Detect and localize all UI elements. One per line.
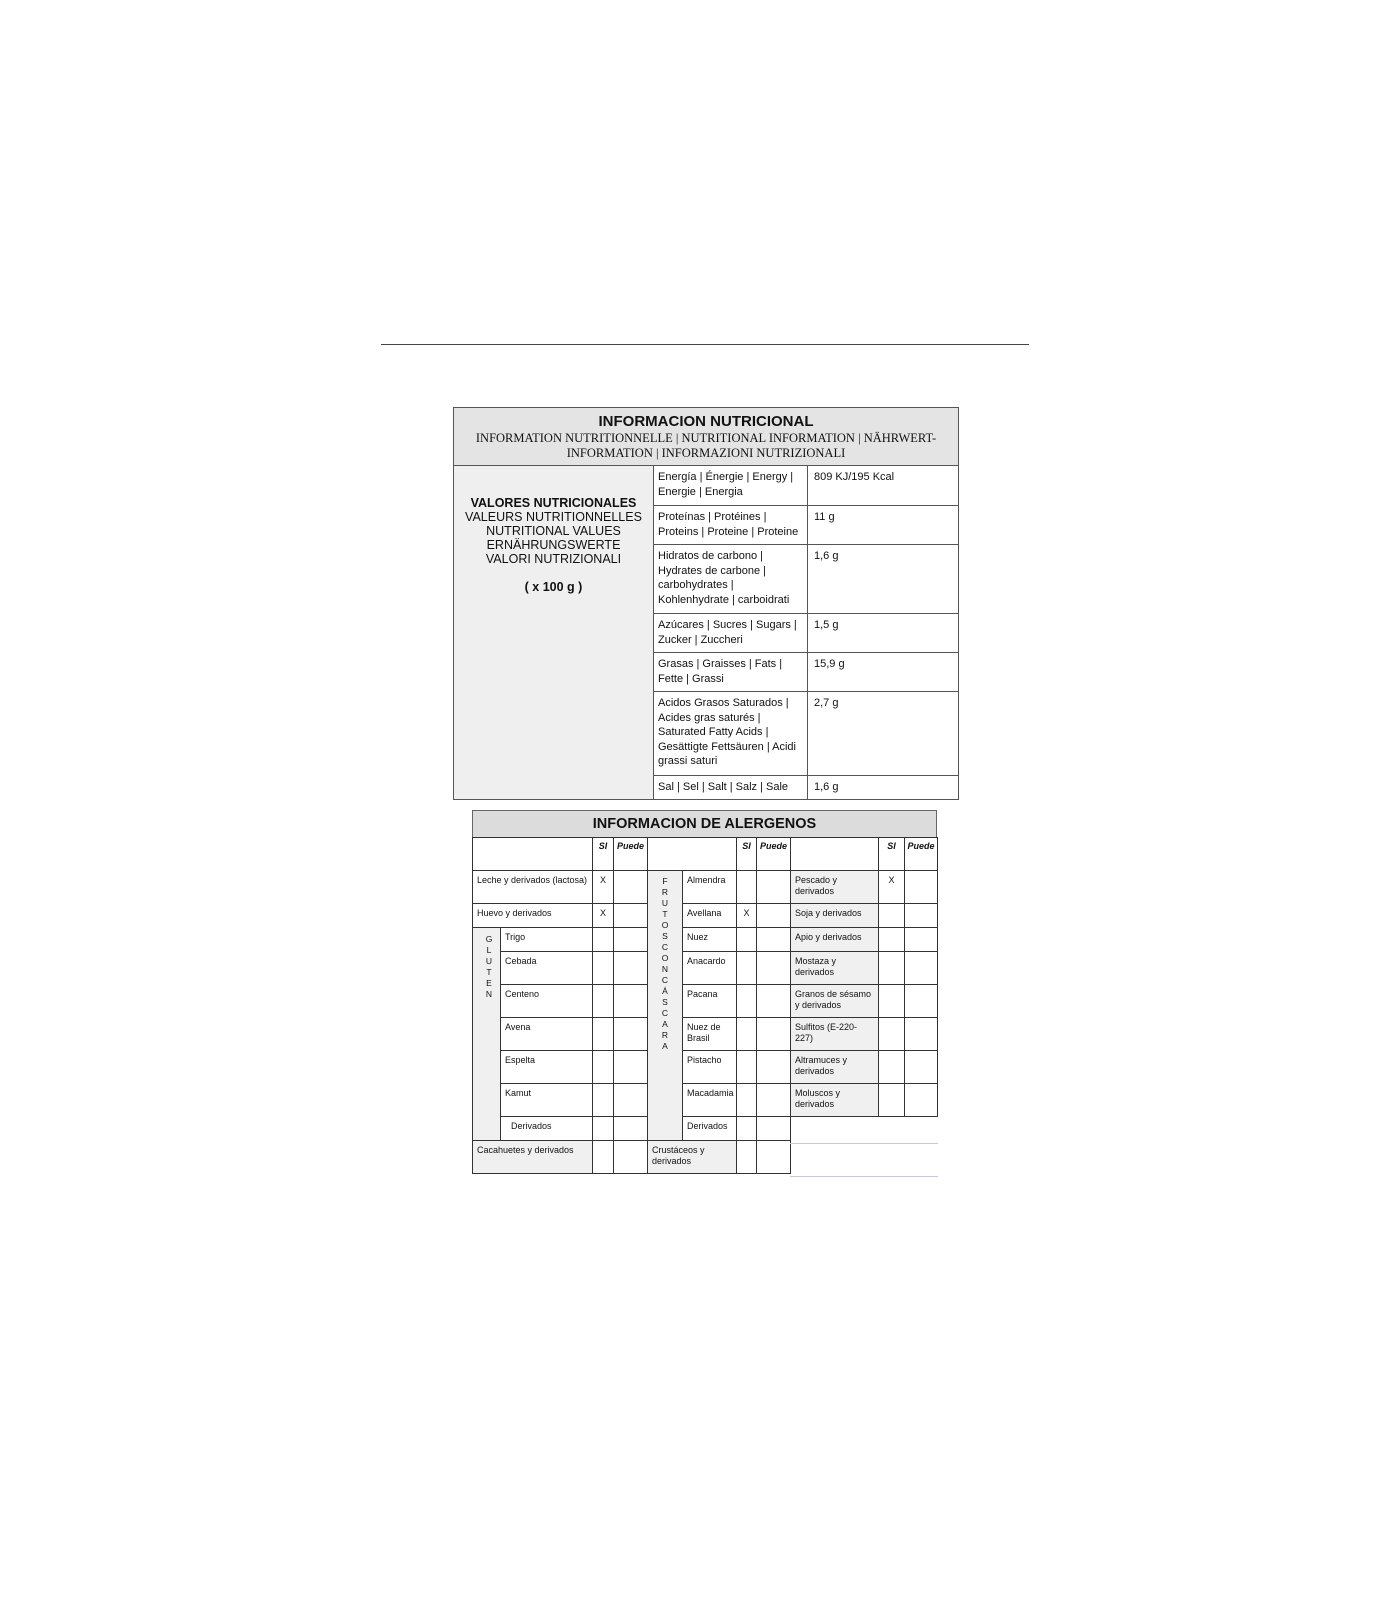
si-cell xyxy=(736,951,757,985)
puede-cell xyxy=(904,1017,938,1051)
nutrition-row xyxy=(654,692,958,776)
milk-si: X xyxy=(592,870,614,904)
si-cell xyxy=(592,1083,614,1117)
gluten-item: Cebada xyxy=(500,951,593,985)
faint-line xyxy=(790,1176,938,1177)
puede-cell xyxy=(756,1083,791,1117)
si-cell xyxy=(592,951,614,985)
nutrition-rows xyxy=(654,466,958,799)
puede-cell xyxy=(756,1116,791,1141)
allergen-item: Pescado y derivados xyxy=(790,870,879,904)
nut-item: Anacardo xyxy=(682,951,737,985)
allergen-item: Soja y derivados xyxy=(790,903,879,928)
puede-cell xyxy=(756,927,791,952)
nutrient-value: 809 KJ/195 Kcal xyxy=(814,471,895,483)
nutrient-value: 1,6 g xyxy=(814,550,839,562)
col-puede-header: Puede xyxy=(613,837,648,871)
si-cell xyxy=(592,927,614,952)
si-cell xyxy=(878,1083,905,1117)
allergens-table xyxy=(472,810,938,1178)
puede-cell xyxy=(613,1116,648,1141)
nuts-vertical-label: F R U T O S C O N C Á S C A R A xyxy=(661,876,669,1051)
nut-item: Pacana xyxy=(682,984,737,1018)
nutrient-name: Azúcares | Sucres | Sugars | Zucker | Zuccheri xyxy=(654,614,808,652)
nutrient-name: Energía | Énergie | Energy | Energie | Energia xyxy=(654,466,808,505)
si-cell xyxy=(878,951,905,985)
values-label-fr: VALEURS NUTRITIONNELLES xyxy=(465,510,642,524)
nutrient-value: 15,9 g xyxy=(814,658,845,670)
puede-cell xyxy=(904,870,938,904)
nut-item: Almendra xyxy=(682,870,737,904)
top-rule xyxy=(381,344,1029,345)
allergen-crustaceans: Crustáceos y derivados xyxy=(647,1140,737,1174)
si-cell xyxy=(592,1116,614,1141)
nutrient-value: 11 g xyxy=(814,511,835,523)
nutrition-row xyxy=(654,466,958,506)
nut-item: Pistacho xyxy=(682,1050,737,1084)
nutrition-table xyxy=(453,407,959,800)
si-cell xyxy=(878,984,905,1018)
values-label-it: VALORI NUTRIZIONALI xyxy=(485,552,622,566)
si-cell xyxy=(592,984,614,1018)
egg-puede xyxy=(613,903,648,928)
values-label-en: NUTRITIONAL VALUES xyxy=(486,524,621,538)
si-cell xyxy=(878,1050,905,1084)
puede-cell xyxy=(756,984,791,1018)
puede-cell xyxy=(613,1083,648,1117)
nutrient-name: Grasas | Graisses | Fats | Fette | Grassi xyxy=(654,653,808,691)
puede-cell xyxy=(613,1050,648,1084)
nutrition-values-label xyxy=(454,466,654,799)
allergen-item: Altramuces y derivados xyxy=(790,1050,879,1084)
si-cell xyxy=(592,1050,614,1084)
nutrition-row xyxy=(654,545,958,614)
si-cell xyxy=(878,1017,905,1051)
milk-puede xyxy=(613,870,648,904)
gluten-item: Espelta xyxy=(500,1050,593,1084)
header-blank xyxy=(790,837,879,871)
col-si-header: SI xyxy=(878,837,905,871)
nut-item: Nuez xyxy=(682,927,737,952)
nutrition-row xyxy=(654,614,958,653)
puede-cell xyxy=(613,927,648,952)
allergen-egg: Huevo y derivados xyxy=(472,903,593,928)
col-si-header: SI xyxy=(736,837,757,871)
allergen-peanuts: Cacahuetes y derivados xyxy=(472,1140,593,1174)
nutrient-name: Hidratos de carbono | Hydrates de carbone | carbohydrates | Kohlenhydrate | carboidrati xyxy=(654,545,808,613)
nutrient-value: 1,5 g xyxy=(814,619,839,631)
nutrition-row xyxy=(654,506,958,545)
puede-cell xyxy=(904,984,938,1018)
col-puede-header: Puede xyxy=(756,837,791,871)
faint-line xyxy=(790,1143,938,1144)
gluten-item: Derivados xyxy=(500,1116,593,1141)
nut-item: Derivados xyxy=(682,1116,737,1141)
allergen-item: Mostaza y derivados xyxy=(790,951,879,985)
nutrition-row xyxy=(654,776,958,799)
si-cell xyxy=(878,903,905,928)
col-puede-header: Puede xyxy=(904,837,938,871)
header-blank xyxy=(647,837,737,871)
allergen-item: Sulfitos (E-220-227) xyxy=(790,1017,879,1051)
puede-cell xyxy=(904,951,938,985)
nut-item: Macadamia xyxy=(682,1083,737,1117)
si-cell xyxy=(592,1017,614,1051)
si-cell xyxy=(736,870,757,904)
allergen-item: Apio y derivados xyxy=(790,927,879,952)
values-label-es: VALORES NUTRICIONALES xyxy=(470,496,637,510)
gluten-item: Trigo xyxy=(500,927,593,952)
puede-cell xyxy=(756,951,791,985)
gluten-vertical-label: G L U T E N xyxy=(485,934,493,999)
nutrition-title: INFORMACION NUTRICIONAL xyxy=(598,413,814,430)
puede-cell xyxy=(756,1017,791,1051)
allergen-milk: Leche y derivados (lactosa) xyxy=(472,870,593,904)
header-blank xyxy=(472,837,593,871)
hazelnut-si: X xyxy=(736,903,757,928)
puede-cell xyxy=(904,1050,938,1084)
nutrient-name: Proteínas | Protéines | Proteins | Proteine | Proteine xyxy=(654,506,808,544)
puede-cell xyxy=(756,870,791,904)
si-cell xyxy=(736,1017,757,1051)
puede-cell xyxy=(904,1083,938,1117)
puede-cell xyxy=(613,984,648,1018)
puede-cell xyxy=(756,1050,791,1084)
si-cell xyxy=(736,1083,757,1117)
fish-si: X xyxy=(878,870,905,904)
puede-cell xyxy=(904,927,938,952)
puede-cell xyxy=(904,903,938,928)
crustaceans-si xyxy=(736,1140,757,1174)
values-label-de: ERNÄHRUNGSWERTE xyxy=(486,538,621,552)
gluten-item: Avena xyxy=(500,1017,593,1051)
si-cell xyxy=(736,927,757,952)
nutrition-header xyxy=(454,408,958,466)
puede-cell xyxy=(613,951,648,985)
crustaceans-puede xyxy=(756,1140,791,1174)
nutrition-subtitle: INFORMATION NUTRITIONNELLE | NUTRITIONAL INFORMATION | NÄHRWERT-INFORMATION | INFORMAZIONI NUTRIZIONALI xyxy=(475,431,937,460)
allergens-title: INFORMACION DE ALERGENOS xyxy=(472,810,937,837)
gluten-item: Kamut xyxy=(500,1083,593,1117)
si-cell xyxy=(736,1050,757,1084)
nut-item: Avellana xyxy=(682,903,737,928)
allergen-item: Granos de sésamo y derivados xyxy=(790,984,879,1018)
si-cell xyxy=(878,927,905,952)
si-cell xyxy=(736,1116,757,1141)
gluten-item: Centeno xyxy=(500,984,593,1018)
egg-si: X xyxy=(592,903,614,928)
si-cell xyxy=(736,984,757,1018)
nutrient-value: 1,6 g xyxy=(814,781,839,793)
peanuts-si xyxy=(592,1140,614,1174)
nutrient-name: Sal | Sel | Salt | Salz | Sale xyxy=(654,776,808,799)
col-si-header: SI xyxy=(592,837,614,871)
nutrient-name: Acidos Grasos Saturados | Acides gras saturés | Saturated Fatty Acids | Gesättigte Fettsäuren | Acidi grassi saturi xyxy=(654,692,808,775)
peanuts-puede xyxy=(613,1140,648,1174)
per-100g-label: ( x 100 g ) xyxy=(524,580,583,594)
nut-item: Nuez de Brasil xyxy=(682,1017,737,1051)
nutrient-value: 2,7 g xyxy=(814,697,839,709)
allergen-item: Moluscos y derivados xyxy=(790,1083,879,1117)
puede-cell xyxy=(756,903,791,928)
nutrition-row xyxy=(654,653,958,692)
puede-cell xyxy=(613,1017,648,1051)
